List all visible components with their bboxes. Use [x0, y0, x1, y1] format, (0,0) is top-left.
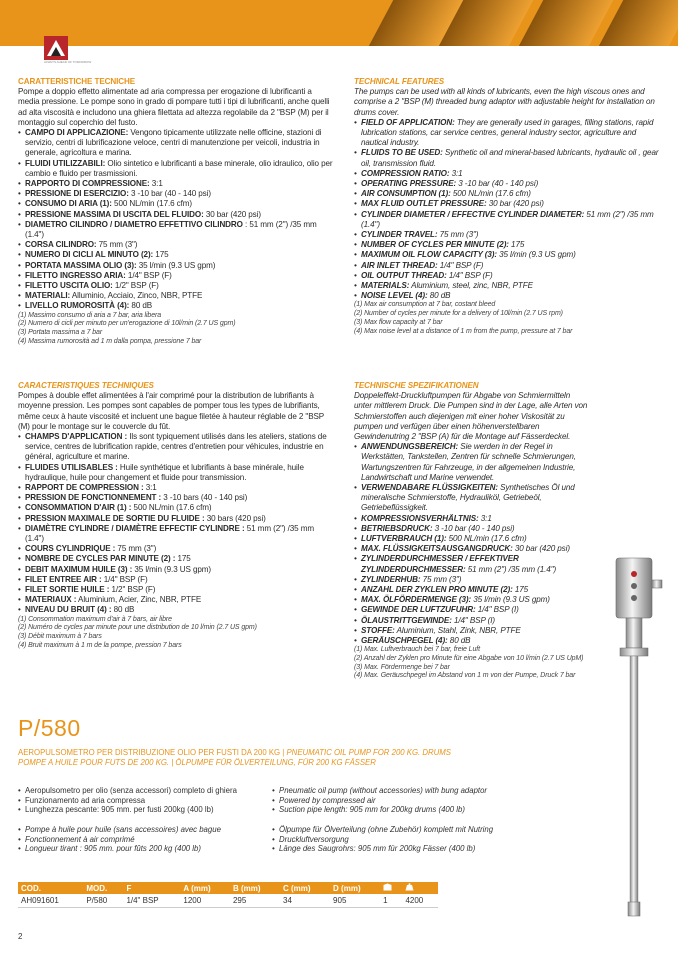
product-table: [18, 882, 438, 908]
table-row: [18, 894, 438, 908]
feature-item: [18, 524, 334, 544]
feature-item: [354, 179, 664, 189]
table-header-cell: A (mm): [180, 882, 230, 894]
feature-value: 35 l/min (9.3 US gpm): [136, 260, 216, 270]
feature-value: 3 -10 bar (40 - 140 psi): [432, 523, 515, 533]
footnote: (2) Anzahl der Zyklen pro Minute für eine Abgabe von 10 l/min (2.7 US UpM): [354, 654, 584, 662]
feature-item: [18, 240, 334, 250]
table-header-cell: F: [123, 882, 180, 894]
feature-key: ANWENDUNGSBEREICH:: [361, 442, 459, 452]
subtitle-fr-de: POMPE A HUILE POUR FUTS DE 200 KG. | ÖLPUMPE FÜR ÖLVERTEILUNG, FÜR 200 KG FÄSSER: [18, 757, 376, 767]
bullet-item: • Lunghezza pescante: 905 mm. per fusti 200kg (400 lb): [18, 805, 268, 815]
feature-key: NUMERO DI CICLI AL MINUTO (2):: [25, 250, 154, 260]
feature-key: FIELD OF APPLICATION:: [361, 117, 455, 127]
footnote: (4) Max noise level at a distance of 1 m from the pump, pressure at 7 bar: [354, 327, 573, 335]
feature-item: [18, 159, 334, 179]
bullet-item: • Powered by compressed air: [272, 796, 512, 806]
feature-item: [18, 554, 334, 564]
feature-value: Huile synthétique et lubrifiants à base minérale, huile hydraulique, huile pour changement et fluide pour transmission.: [25, 462, 304, 482]
footnote: (4) Max. Geräuschpegel im Abstand von 1 m von der Pumpe, Druck 7 bar: [354, 672, 576, 680]
bullet-item: • Longueur tirant : 905 mm. pour fûts 200 kg (400 lb): [18, 844, 268, 854]
feature-item: [354, 595, 590, 605]
table-header-cell: C (mm): [280, 882, 330, 894]
feature-item: [354, 585, 590, 595]
feature-item: [354, 483, 590, 514]
feature-key: MATERIALS:: [361, 281, 410, 291]
feature-key: CAMPO DI APPLICAZIONE:: [25, 128, 129, 138]
de-footnotes: [354, 646, 590, 681]
feature-item: [354, 271, 664, 281]
footnote: (1) Max air consumption at 7 bar, costant bleed: [354, 301, 496, 309]
feature-item: [18, 503, 334, 513]
feature-key: FILETTO INGRESSO ARIA:: [25, 270, 126, 280]
table-header-cell: COD.: [18, 882, 83, 894]
feature-value: 500 NL/min (17.6 cfm): [111, 199, 193, 209]
footnote: (4) Bruit maximum à 1 m de la pompe, pression 7 bars: [18, 641, 182, 649]
feature-value: 35 l/min (9.3 US gpm): [496, 250, 576, 260]
feature-key: LUFTVERBRAUCH (1):: [361, 534, 447, 544]
table-cell: 1/4" BSP: [123, 894, 180, 908]
subtitle-en: PNEUMATIC OIL PUMP FOR 200 KG. DRUMS: [286, 748, 451, 757]
header-banner: [0, 0, 678, 46]
feature-value: 500 NL/min (17.6 cfm): [450, 189, 531, 199]
en-intro: The pumps can be used with all kinds of lubricants, even the high viscous ones and comprise a 2 "BSP (M) threaded bung adaptor with adjustable height for installation on drums cover.: [354, 87, 655, 117]
footnote: (3) Max flow capacity at 7 bar: [354, 318, 443, 326]
feature-value: 175: [508, 240, 525, 250]
feature-key: MAX. FLÜSSIGKEITSAUSGANGDRUCK:: [361, 544, 513, 554]
table-header-cell: D (mm): [330, 882, 380, 894]
feature-item: [18, 483, 334, 493]
product-bullets-en: [272, 786, 512, 815]
bullet-item: • Fonctionnement à air comprimé: [18, 835, 268, 845]
feature-value: 80 dB: [447, 636, 471, 646]
feature-value: 500 NL/min (17.6 cfm): [446, 534, 527, 544]
feature-key: BETRIEBSDRUCK:: [361, 523, 433, 533]
feature-item: [354, 514, 590, 524]
feature-value: 30 bar (420 psi): [486, 199, 544, 209]
table-header-cell: B (mm): [230, 882, 280, 894]
feature-key: PORTATA MASSIMA OLIO (3):: [25, 260, 137, 270]
table-header-cell: MOD.: [83, 882, 123, 894]
feature-value: 1/4" BSP (F): [101, 574, 148, 584]
feature-item: [18, 220, 334, 240]
feature-value: 30 bar (420 psi): [203, 209, 261, 219]
feature-key: CYLINDER DIAMETER / EFFECTIVE CYLINDER DIAMETER:: [361, 209, 585, 219]
it-feature-list: [18, 128, 334, 312]
feature-value: Alluminio, Acciaio, Zinco, NBR, PTFE: [70, 291, 203, 301]
feature-key: CYLINDER TRAVEL:: [361, 230, 438, 240]
feature-item: [18, 128, 334, 159]
feature-item: [18, 432, 334, 463]
feature-key: DEBIT MAXIMUM HUILE (3) :: [25, 564, 133, 574]
feature-item: [354, 199, 664, 209]
feature-value: Aluminium, Stahl, Zink, NBR, PTFE: [394, 625, 521, 635]
feature-key: PRESSIONE DI ESERCIZIO:: [25, 189, 129, 199]
footnote: (1) Max. Luftverbrauch bei 7 bar, freie Luft: [354, 646, 480, 654]
feature-item: [354, 230, 664, 240]
feature-item: [18, 179, 334, 189]
feature-value: 3:1: [149, 179, 163, 189]
fr-intro: Pompes à double effet alimentées à l'air comprimé pour la distribution de lubrifiants à moyenne pression. Les pompes sont capables de pomper tous les types de lubrifiants, même ceux à haute viscosité et incluent une bague filetée à hauteur réglable de 2 "BSP (M) pour le montage sur le couvercle du fût.: [18, 391, 324, 431]
footnote: (3) Max. Fördermenge bei 7 bar: [354, 663, 450, 671]
feature-key: COMPRESSION RATIO:: [361, 168, 450, 178]
feature-value: 80 dB: [427, 291, 451, 301]
feature-value: 3:1: [143, 483, 157, 493]
feature-key: NOISE LEVEL (4):: [361, 291, 428, 301]
feature-item: [354, 636, 590, 646]
feature-item: [18, 575, 334, 585]
feature-key: MAX FLUID OUTLET PRESSURE:: [361, 199, 487, 209]
fr-feature-list: [18, 432, 334, 616]
feature-item: [18, 544, 334, 554]
footnote: (3) Débit maximum à 7 bars: [18, 633, 102, 641]
page-number: 2: [18, 932, 23, 941]
feature-item: [354, 605, 590, 615]
feature-value: 51 mm (2") /35 mm (1.4"): [465, 564, 557, 574]
feature-key: MAXIMUM OIL FLOW CAPACITY (3):: [361, 250, 497, 260]
feature-item: [354, 210, 664, 230]
feature-value: 51 mm (2") /35 mm (1.4"): [25, 523, 315, 544]
feature-item: [354, 442, 590, 483]
feature-item: [18, 210, 334, 220]
feature-value: 80 dB: [129, 301, 153, 311]
feature-value: : 51 mm (2") /35 mm (1.4"): [25, 219, 317, 240]
box-icon: [380, 882, 402, 894]
pump-image: [608, 550, 668, 920]
feature-item: [18, 250, 334, 260]
feature-key: CORSA CILINDRO:: [25, 240, 97, 250]
product-bullets-fr: [18, 825, 268, 854]
feature-key: RAPPORTO DI COMPRESSIONE:: [25, 179, 150, 189]
feature-value: 51 mm (2") /35 mm (1.4"): [361, 209, 654, 229]
feature-value: 500 NL/min (17.6 cfm): [131, 503, 212, 513]
feature-value: Aluminium, Acier, Zinc, NBR, PTFE: [76, 595, 202, 605]
feature-value: 3:1: [478, 513, 492, 523]
feature-key: FILET ENTREE AIR :: [25, 574, 102, 584]
feature-key: FLUIDS TO BE USED:: [361, 148, 443, 158]
product-bullets-de: [272, 825, 532, 854]
en-heading: TECHNICAL FEATURES: [354, 77, 445, 86]
feature-item: [18, 291, 334, 301]
bullet-item: • Pneumatic oil pump (without accessories) with bung adaptor: [272, 786, 512, 796]
feature-key: KOMPRESSIONSVERHÄLTNIS:: [361, 513, 479, 523]
product-bullets-it: [18, 786, 268, 815]
feature-value: Synthetisches Öl und mineralische Schmierstoffe, Hydrauliköl, Getriebeöl, Getriebeflüssigkeit.: [361, 483, 575, 513]
table-header-row: [18, 882, 438, 894]
feature-key: FLUIDI UTILIZZABILI:: [25, 158, 106, 168]
feature-key: COURS CYLINDRIQUE :: [25, 544, 116, 554]
feature-key: PRESSION DE FONCTIONNEMENT :: [25, 493, 162, 503]
table-cell: AH091601: [18, 894, 83, 908]
feature-key: OPERATING PRESSURE:: [361, 179, 457, 189]
feature-key: CONSOMMATION D'AIR (1) :: [25, 503, 132, 513]
feature-key: ZYLINDERDURCHMESSER / EFFEKTIVER ZYLINDERDURCHMESSER:: [361, 554, 519, 574]
feature-item: [354, 281, 664, 291]
feature-key: NIVEAU DU BRUIT (4) :: [25, 605, 112, 615]
feature-value: They are generally used in garages, filling stations, rapid lubrication stations, car service centres, general industry sector, agriculture and nautical industry.: [361, 117, 654, 148]
feature-item: [18, 281, 334, 291]
section-it: [18, 77, 334, 346]
feature-value: 3 -10 bar (40 - 140 psi): [456, 179, 539, 189]
table-cell: 295: [230, 894, 280, 908]
feature-value: 75 mm (3"): [420, 574, 462, 584]
feature-key: GERÄUSCHPEGEL (4):: [361, 636, 448, 646]
feature-key: LIVELLO RUMOROSITÀ (4):: [25, 301, 130, 311]
bullet-item: • Aeropulsometro per olio (senza accessori) completo di ghiera: [18, 786, 268, 796]
en-feature-list: [354, 118, 664, 302]
feature-key: NUMBER OF CYCLES PER MINUTE (2):: [361, 240, 509, 250]
feature-item: [18, 301, 334, 311]
footnote: (2) Numero di cicli per minuto per un'erogazione di 10l/min (2.7 US gpm): [18, 320, 236, 328]
feature-value: 35 l/min (9.3 US gpm): [471, 595, 550, 605]
section-de: [354, 381, 590, 681]
it-footnotes: [18, 312, 334, 347]
feature-item: [354, 626, 590, 636]
feature-value: 1/2" BSP (F): [109, 585, 156, 595]
feature-key: MAX. ÖLFÖRDERMENGE (3):: [361, 595, 472, 605]
table-cell: 1200: [180, 894, 230, 908]
feature-item: [354, 169, 664, 179]
feature-key: ÖLAUSTRITTGEWINDE:: [361, 615, 452, 625]
feature-item: [18, 565, 334, 575]
bullet-item: • Funzionamento ad aria compressa: [18, 796, 268, 806]
feature-item: [354, 250, 664, 260]
footnote: (4) Massima rumorosità ad 1 m dalla pompa, pressione 7 bar: [18, 337, 202, 345]
feature-key: MATERIAUX :: [25, 595, 77, 605]
feature-item: [354, 616, 590, 626]
feature-item: [354, 148, 664, 168]
feature-item: [354, 524, 590, 534]
feature-item: [354, 534, 590, 544]
en-footnotes: [354, 301, 664, 336]
feature-value: 80 dB: [111, 605, 135, 615]
feature-key: PRESSION MAXIMALE DE SORTIE DU FLUIDE :: [25, 513, 205, 523]
section-fr: [18, 381, 334, 650]
fr-heading: CARACTERISTIQUES TECHNIQUES: [18, 381, 154, 390]
feature-value: 30 bars (420 psi): [204, 513, 266, 523]
feature-key: ZYLINDERHUB:: [361, 574, 421, 584]
feature-item: [18, 595, 334, 605]
table-cell: P/580: [83, 894, 123, 908]
feature-value: 1/4" BSP (I): [451, 615, 495, 625]
table-cell: 1: [380, 894, 402, 908]
feature-value: 3 -10 bars (40 - 140 psi): [161, 493, 248, 503]
feature-item: [18, 189, 334, 199]
feature-value: 75 mm (3"): [437, 230, 479, 240]
feature-value: 175: [175, 554, 191, 564]
fr-footnotes: [18, 616, 334, 651]
feature-item: [354, 240, 664, 250]
subtitle-it: AEROPULSOMETRO PER DISTRIBUZIONE OLIO PER FUSTI DA 200 KG |: [18, 748, 287, 757]
feature-item: [354, 261, 664, 271]
feature-item: [354, 544, 590, 554]
feature-value: 1/2" BSP (F): [112, 281, 159, 291]
feature-value: 1/4" BSP (F): [446, 270, 493, 280]
feature-key: CONSUMO DI ARIA (1):: [25, 199, 112, 209]
feature-value: 3 -10 bar (40 - 140 psi): [128, 189, 211, 199]
feature-item: [354, 554, 590, 574]
brand-tagline: ALWAYS AHEAD OF TOMORROW: [44, 60, 92, 64]
feature-key: STOFFE:: [361, 625, 395, 635]
feature-value: 1/4" BSP (I): [475, 605, 519, 615]
feature-item: [18, 514, 334, 524]
bullet-item: • Suction pipe length: 905 mm for 200kg drums (400 lb): [272, 805, 512, 815]
feature-value: Synthetic oil and mineral-based lubricants, hydraulic oil , gear oil, transmission fluid.: [361, 148, 659, 168]
bullet-item: • Ölpumpe für Ölverteilung (ohne Zubehör) komplett mit Nutring: [272, 825, 532, 835]
feature-item: [18, 493, 334, 503]
feature-item: [18, 463, 334, 483]
feature-value: Aluminium, steel, zinc, NBR, PTFE: [409, 281, 533, 291]
model-title: P/580: [18, 715, 81, 741]
de-feature-list: [354, 442, 590, 646]
feature-value: 175: [512, 585, 529, 595]
feature-key: NOMBRE DE CYCLES PAR MINUTE (2) :: [25, 554, 176, 564]
footnote: (1) Massimo consumo di aria a 7 bar, aria libera: [18, 311, 162, 319]
feature-value: 35 l/min (9.3 US gpm): [132, 564, 211, 574]
feature-item: [18, 605, 334, 615]
feature-value: 1/4" BSP (F): [125, 270, 172, 280]
feature-key: OIL OUTPUT THREAD:: [361, 270, 447, 280]
feature-item: [354, 189, 664, 199]
feature-item: [18, 585, 334, 595]
footnote: (2) Number of cycles per minute for a delivery of 10l/min (2.7 US rpm): [354, 310, 563, 318]
weight-icon: [402, 882, 438, 894]
feature-key: MATERIALI:: [25, 291, 71, 301]
feature-value: 75 mm (3"): [115, 544, 157, 554]
feature-key: DIAMETRO CILINDRO / DIAMETRO EFFETTIVO CILINDRO: [25, 219, 243, 229]
feature-value: Ils sont typiquement utilisés dans les ateliers, stations de service, centres de lubrification rapide, centres d'entretien pour véhicules, industrie en général, agriculture et marine.: [25, 432, 327, 462]
feature-item: [354, 291, 664, 301]
feature-key: RAPPORT DE COMPRESSION :: [25, 483, 144, 493]
feature-key: CHAMPS D'APPLICATION :: [25, 432, 128, 442]
product-subtitle: [18, 748, 468, 767]
brand-logo: [44, 36, 68, 60]
feature-item: [18, 199, 334, 209]
footnote: (3) Portata massima a 7 bar: [18, 329, 103, 337]
bullet-item: • Druckluftversorgung: [272, 835, 532, 845]
de-intro: Doppeleffekt-Druckluftpumpen für Abgabe von Schmiermitteln unter mittlerem Druck. Die Pumpen sind in der Lage, alle Arten von Schmierstoffen auch diejenigen mit einer hoher Viskosität zu pumpen und verfügen über einen höhenverstellbaren Gewindenutring 2 "BSP (A) für die Montage auf Fässerdeckel.: [354, 391, 588, 442]
feature-key: ANZAHL DER ZYKLEN PRO MINUTE (2):: [361, 585, 513, 595]
feature-key: DIAMÈTRE CYLINDRE / DIAMÈTRE EFFECTIF CYLINDRE :: [25, 523, 245, 533]
feature-value: 75 mm (3"): [96, 240, 138, 250]
footnote: (1) Consommation maximum d'air à 7 bars, air libre: [18, 615, 172, 623]
it-intro: Pompe a doppio effetto alimentate ad aria compressa per erogazione di lubrificanti a media pressione. Le pompe sono in grado di pompare tutti i tipi di lubrificanti, anche quelli ad alta viscosità e includono una ghiera filettata ad altezza regolabile da 2 "BSP (M) per il montaggio sul coperchio del fusto.: [18, 87, 330, 127]
bullet-item: • Länge des Saugrohrs: 905 mm für 200kg Fässer (400 lb): [272, 844, 532, 854]
feature-item: [18, 261, 334, 271]
de-heading: TECHNISCHE SPEZIFIKATIONEN: [354, 381, 479, 390]
feature-value: 1/4" BSP (F): [437, 260, 484, 270]
section-en: [354, 77, 664, 336]
feature-key: FILETTO USCITA OLIO:: [25, 281, 113, 291]
footnote: (2) Numéro de cycles par minute pour une distribution de 10 l/min (2.7 US gpm): [18, 624, 257, 632]
feature-key: FILET SORTIE HUILE :: [25, 585, 110, 595]
feature-item: [354, 575, 590, 585]
feature-value: Olio sintetico e lubrificanti a base minerale, olio idraulico, olio per cambio e fluido per trasmissioni.: [25, 158, 333, 178]
bullet-item: • Pompe à huile pour huile (sans accessoires) avec bague: [18, 825, 268, 835]
table-cell: 4200: [402, 894, 438, 908]
table-cell: 34: [280, 894, 330, 908]
feature-value: 3:1: [449, 168, 463, 178]
feature-item: [18, 271, 334, 281]
feature-key: AIR CONSUMPTION (1):: [361, 189, 451, 199]
feature-key: VERWENDABARE FLÜSSIGKEITEN:: [361, 483, 499, 493]
feature-item: [354, 118, 664, 149]
feature-value: 175: [153, 250, 169, 260]
table-cell: 905: [330, 894, 380, 908]
feature-value: Sie werden in der Regel in Werkstätten, Tankstellen, Zentren für schnelle Schmierungen, Wartungszentren für Fahrzeuge, in der allgemeinen Industrie, Landwirtschaft und Marine verwendet.: [361, 442, 576, 482]
feature-key: GEWINDE DER LUFTZUFUHR:: [361, 605, 476, 615]
feature-key: AIR INLET THREAD:: [361, 260, 438, 270]
it-heading: CARATTERISTICHE TECNICHE: [18, 77, 136, 86]
feature-value: 30 bar (420 psi): [512, 544, 570, 554]
feature-key: FLUIDES UTILISABLES :: [25, 462, 118, 472]
feature-key: PRESSIONE MASSIMA DI USCITA DEL FLUIDO:: [25, 209, 204, 219]
feature-value: Vengono tipicamente utilizzate nelle officine, stazioni di servizio, centri di lubrificazione veloce, centri di manutenzione per veicoli, industria in generale, agricoltura e marina.: [25, 128, 322, 158]
